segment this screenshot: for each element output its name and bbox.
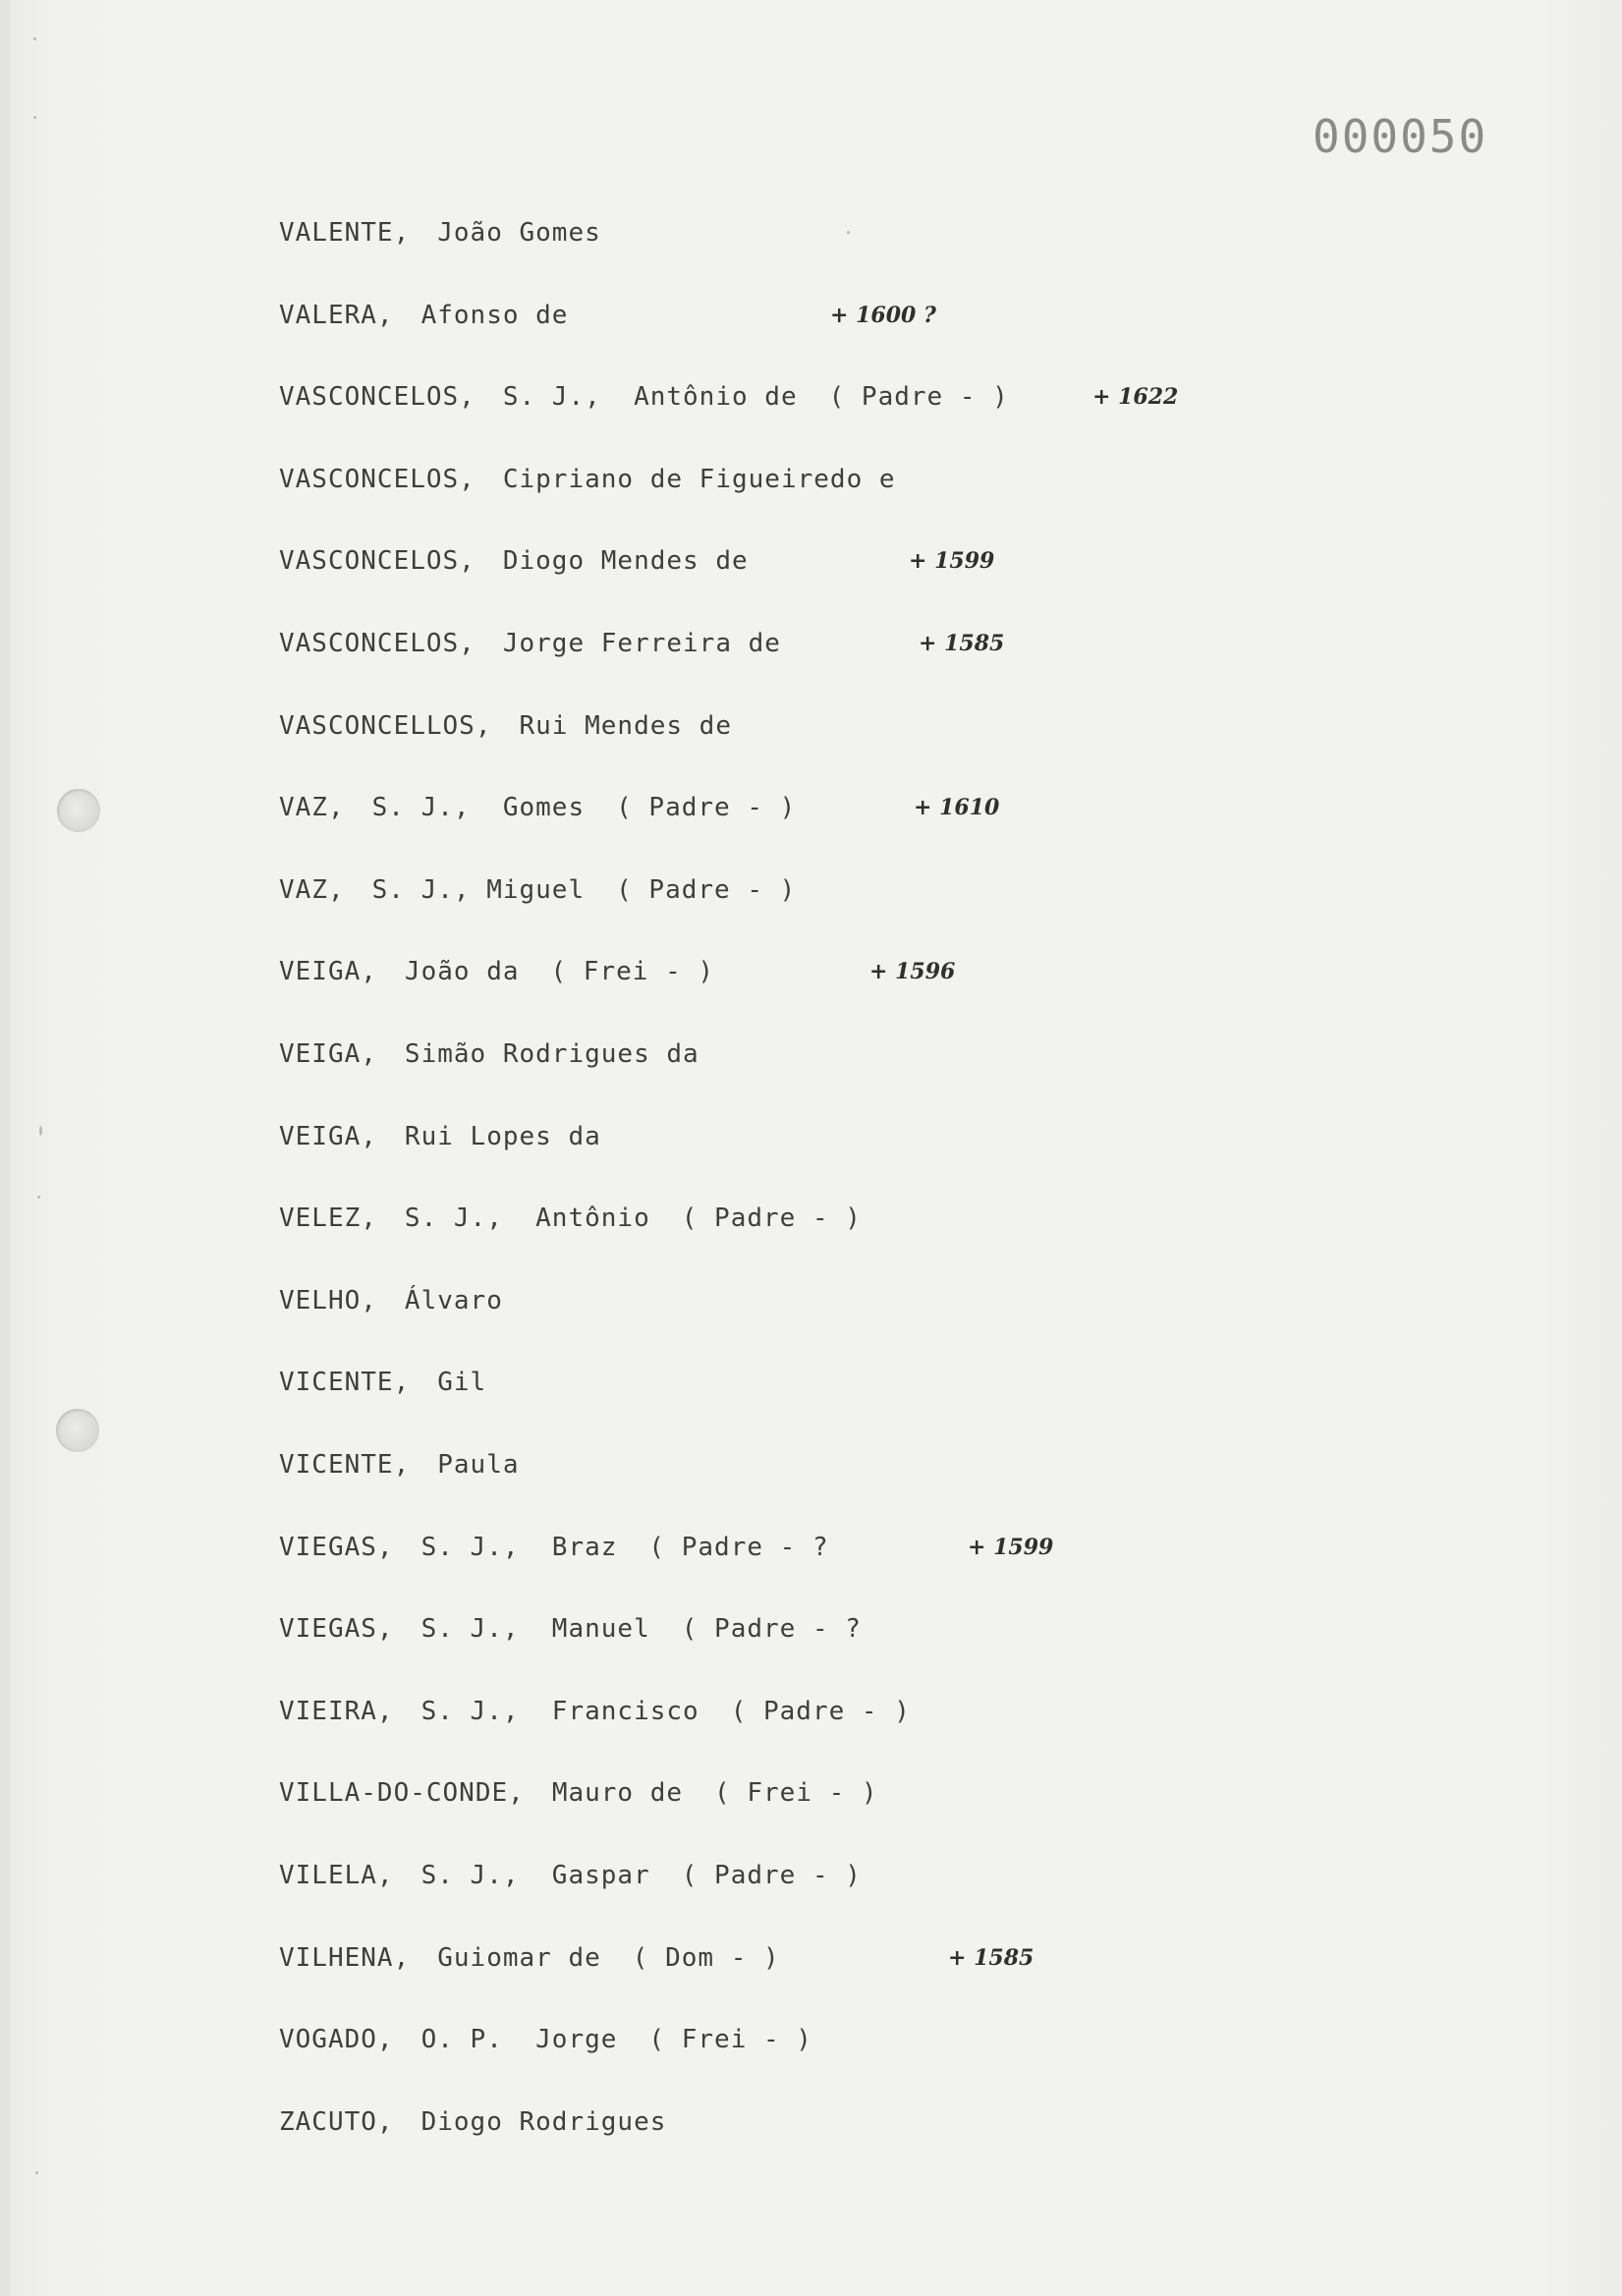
index-entry bbox=[279, 2107, 666, 2137]
entry-given-name: Jorge Ferreira de bbox=[502, 629, 781, 658]
entry-given-name: S. J., Manuel bbox=[420, 1614, 650, 1644]
index-entry bbox=[279, 875, 796, 905]
entry-title: ( Padre - ) bbox=[730, 1697, 911, 1726]
entry-surname: VIEGAS, bbox=[279, 1533, 394, 1562]
index-entry bbox=[279, 382, 1009, 412]
entry-title: ( Frei - ) bbox=[550, 957, 715, 986]
entry-surname: VALENTE, bbox=[279, 218, 411, 248]
entry-given-name: Gil bbox=[437, 1368, 487, 1397]
entry-given-name: S. J., Gomes bbox=[371, 793, 586, 822]
index-entry bbox=[279, 218, 601, 248]
entry-given-name: João da bbox=[404, 957, 520, 986]
index-entry bbox=[279, 629, 781, 658]
index-entry bbox=[279, 957, 714, 986]
entry-surname: VAZ, bbox=[279, 793, 345, 822]
entry-surname: VASCONCELOS, bbox=[279, 465, 475, 494]
index-entry bbox=[279, 793, 796, 822]
entry-given-name: S. J., Francisco bbox=[420, 1697, 699, 1726]
entry-given-name: S. J., Miguel bbox=[371, 875, 586, 905]
entry-surname: VILHENA, bbox=[279, 1943, 411, 1973]
index-entry bbox=[279, 1204, 862, 1233]
entry-surname: VAZ, bbox=[279, 875, 345, 905]
entry-given-name: Cipriano de Figueiredo e bbox=[502, 465, 896, 494]
page-stamp-number: 000050 bbox=[1313, 110, 1488, 163]
index-entry bbox=[279, 465, 896, 494]
entry-given-name: Rui Lopes da bbox=[404, 1122, 601, 1151]
entry-given-name: Álvaro bbox=[404, 1286, 503, 1316]
entry-given-name: S. J., Braz bbox=[420, 1533, 618, 1562]
entry-surname: VEIGA, bbox=[279, 957, 377, 986]
entry-surname: VALERA, bbox=[279, 301, 394, 330]
index-entry bbox=[279, 1943, 780, 1973]
entry-title: ( Padre - ) bbox=[828, 382, 1009, 412]
entry-title: ( Padre - ) bbox=[681, 1861, 862, 1890]
paper-speck bbox=[847, 231, 850, 234]
handwritten-death-year: + 1585 bbox=[919, 631, 1005, 656]
entry-surname: VICENTE, bbox=[279, 1450, 411, 1480]
entry-given-name: Guiomar de bbox=[437, 1943, 601, 1973]
entry-surname: VOGADO, bbox=[279, 2025, 394, 2054]
entry-title: ( Padre - ? bbox=[648, 1533, 829, 1562]
paper-speck bbox=[33, 37, 36, 40]
index-entry bbox=[279, 1778, 878, 1808]
handwritten-death-year: + 1585 bbox=[948, 1945, 1035, 1971]
entry-title: ( Padre - ) bbox=[616, 793, 797, 822]
index-entry bbox=[279, 546, 749, 576]
entry-given-name: Rui Mendes de bbox=[519, 711, 732, 741]
entry-surname: VIEGAS, bbox=[279, 1614, 394, 1644]
entry-surname: VASCONCELOS, bbox=[279, 382, 475, 412]
entry-given-name: Simão Rodrigues da bbox=[404, 1039, 699, 1069]
index-entry bbox=[279, 301, 568, 330]
entry-surname: VASCONCELOS, bbox=[279, 629, 475, 658]
punch-hole bbox=[57, 789, 100, 832]
index-entry bbox=[279, 1450, 520, 1480]
entry-surname: VICENTE, bbox=[279, 1368, 411, 1397]
entry-title: ( Padre - ) bbox=[681, 1204, 862, 1233]
index-entry bbox=[279, 1122, 601, 1151]
entry-given-name: S. J., Gaspar bbox=[420, 1861, 650, 1890]
handwritten-death-year: + 1599 bbox=[909, 548, 995, 574]
handwritten-death-year: + 1610 bbox=[914, 795, 1000, 820]
index-entry bbox=[279, 1861, 862, 1890]
entry-title: ( Padre - ? bbox=[681, 1614, 862, 1644]
index-entry bbox=[279, 1286, 503, 1316]
entry-surname: ZACUTO, bbox=[279, 2107, 394, 2137]
entry-surname: VEIGA, bbox=[279, 1039, 377, 1069]
entry-given-name: Paula bbox=[437, 1450, 520, 1480]
handwritten-death-year: + 1622 bbox=[1092, 384, 1179, 410]
handwritten-death-year: + 1599 bbox=[968, 1535, 1054, 1560]
entry-surname: VASCONCELLOS, bbox=[279, 711, 492, 741]
entry-given-name: Diogo Rodrigues bbox=[420, 2107, 667, 2137]
entry-surname: VEIGA, bbox=[279, 1122, 377, 1151]
entry-title: ( Frei - ) bbox=[648, 2025, 812, 2054]
paper-speck bbox=[37, 1196, 40, 1199]
entry-given-name: Mauro de bbox=[551, 1778, 684, 1808]
index-entry bbox=[279, 1697, 911, 1726]
entry-given-name: O. P. Jorge bbox=[420, 2025, 618, 2054]
paper-speck bbox=[39, 1126, 42, 1136]
index-entry bbox=[279, 1614, 862, 1644]
entry-given-name: João Gomes bbox=[437, 218, 601, 248]
index-entry bbox=[279, 2025, 812, 2054]
handwritten-death-year: + 1600 ? bbox=[830, 303, 936, 328]
entry-given-name: S. J., Antônio de bbox=[502, 382, 798, 412]
entry-surname: VELHO, bbox=[279, 1286, 377, 1316]
entry-surname: VASCONCELOS, bbox=[279, 546, 475, 576]
entry-surname: VILELA, bbox=[279, 1861, 394, 1890]
entry-title: ( Frei - ) bbox=[714, 1778, 878, 1808]
paper-speck bbox=[33, 116, 36, 119]
entry-title: ( Dom - ) bbox=[632, 1943, 780, 1973]
entry-surname: VELEZ, bbox=[279, 1204, 377, 1233]
entry-title: ( Padre - ) bbox=[616, 875, 797, 905]
entry-surname: VILLA-DO-CONDE, bbox=[279, 1778, 525, 1808]
entry-given-name: S. J., Antônio bbox=[404, 1204, 650, 1233]
index-entry bbox=[279, 1533, 829, 1562]
entry-given-name: Diogo Mendes de bbox=[502, 546, 749, 576]
entry-given-name: Afonso de bbox=[420, 301, 569, 330]
index-entry bbox=[279, 711, 732, 741]
paper-speck bbox=[35, 2171, 38, 2174]
handwritten-death-year: + 1596 bbox=[869, 959, 956, 984]
page-left-edge bbox=[0, 0, 10, 2296]
entry-surname: VIEIRA, bbox=[279, 1697, 394, 1726]
index-entry bbox=[279, 1039, 699, 1069]
index-entry bbox=[279, 1368, 486, 1397]
punch-hole bbox=[56, 1409, 99, 1452]
